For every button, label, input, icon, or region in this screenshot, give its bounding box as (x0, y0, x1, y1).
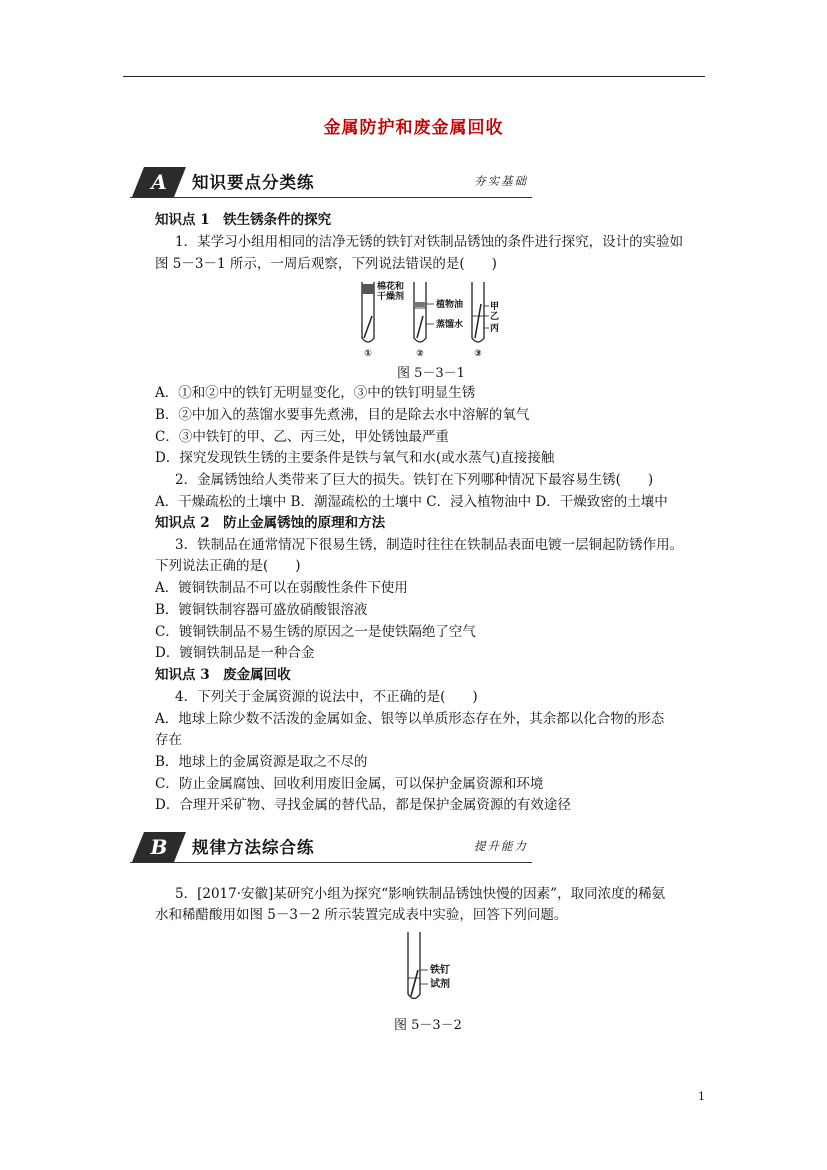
fig1-label-bing: 丙 (490, 324, 500, 334)
section-b-badge-icon (130, 829, 190, 863)
section-a-tag: 夯实基础 (474, 174, 528, 188)
figure-5-3-2 (398, 930, 468, 1005)
q5-stem-line1: 5．[2017·安徽]某研究小组为探究“影响铁制品锈蚀快慢的因素”，取同浓度的稀氨 (175, 886, 666, 902)
q2-options: A．干燥疏松的土壤中 B．潮湿疏松的土壤中 C．浸入植物油中 D．干燥致密的土壤中 (155, 494, 668, 510)
q4-stem: 4．下列关于金属资源的说法中，不正确的是( ) (175, 689, 478, 705)
q1-stem-line1: 1．某学习小组用相同的洁净无锈的铁钉对铁制品锈蚀的条件进行探究，设计的实验如 (175, 234, 684, 250)
q3-option-b: B．镀铜铁制容器可盛放硝酸银溶液 (155, 602, 368, 618)
svg-text:B: B (150, 835, 168, 859)
header-rule (123, 76, 705, 77)
q5-stem-line2: 水和稀醋酸用如图 5－3－2 所示装置完成表中实验，回答下列问题。 (155, 907, 568, 923)
page-number: 1 (698, 1090, 705, 1103)
section-a-title: 知识要点分类练 (192, 173, 315, 192)
section-a-rule (130, 197, 532, 198)
fig1-tube-2: ② (416, 349, 424, 359)
q4-option-d: D．合理开采矿物、寻找金属的替代品，都是保护金属资源的有效途径 (155, 797, 571, 813)
fig1-label-jia: 甲 (490, 302, 500, 312)
fig2-label-nail: 铁钉 (430, 965, 450, 976)
q3-option-d: D．镀铜铁制品是一种合金 (155, 645, 315, 661)
q3-stem-line1: 3．铁制品在通常情况下很易生锈，制造时往往在铁制品表面电镀一层铜起防锈作用。 (175, 537, 684, 553)
q2-stem: 2．金属锈蚀给人类带来了巨大的损失。铁钉在下列哪种情况下最容易生锈( ) (175, 472, 654, 488)
fig1-tube-1: ① (364, 349, 372, 359)
q3-option-c: C．镀铜铁制品不易生锈的原因之一是使铁隔绝了空气 (155, 624, 476, 640)
section-b-tag: 提升能力 (474, 839, 528, 853)
fig1-tube-3: ③ (474, 349, 482, 359)
fig2-label-reagent: 试剂 (430, 979, 450, 990)
q1-option-d: D．探究发现铁生锈的主要条件是铁与氧气和水(或水蒸气)直接接触 (155, 450, 555, 466)
fig1-label-oil: 植物油 (436, 300, 464, 310)
section-a-badge-icon (130, 164, 190, 198)
q1-option-b: B．②中加入的蒸馏水要事先煮沸，目的是除去水中溶解的氧气 (155, 407, 530, 423)
page-title: 金属防护和废金属回收 (323, 118, 504, 138)
knowledge-point-3: 知识点 3 废金属回收 (155, 667, 291, 683)
fig1-label-yi: 乙 (490, 312, 500, 322)
q1-stem-line2: 图 5－3－1 所示，一周后观察，下列说法错误的是( ) (155, 256, 497, 272)
q4-option-b: B．地球上的金属资源是取之不尽的 (155, 754, 368, 770)
fig1-label-desiccant: 干燥剂 (377, 292, 405, 302)
q4-option-c: C．防止金属腐蚀、回收利用废旧金属，可以保护金属资源和环境 (155, 776, 544, 792)
q3-option-a: A．镀铜铁制品不可以在弱酸性条件下使用 (155, 580, 408, 596)
knowledge-point-1: 知识点 1 铁生锈条件的探究 (155, 212, 332, 228)
q1-option-c: C．③中铁钉的甲、乙、丙三处，甲处锈蚀最严重 (155, 429, 449, 445)
knowledge-point-2: 知识点 2 防止金属锈蚀的原理和方法 (155, 515, 386, 531)
figure-5-3-1-caption: 图 5－3－1 (397, 366, 465, 381)
svg-text:A: A (151, 170, 167, 194)
section-a-banner (130, 164, 532, 198)
fig1-label-cotton: 棉花和 (377, 282, 405, 292)
section-b-rule (130, 862, 532, 863)
figure-5-3-2-caption: 图 5－3－2 (394, 1018, 462, 1033)
section-b-banner (130, 829, 532, 863)
figure-5-3-1 (350, 278, 500, 360)
q1-option-a: A．①和②中的铁钉无明显变化，③中的铁钉明显生锈 (155, 385, 476, 401)
q4-option-a-line2: 存在 (155, 732, 182, 748)
fig1-label-water: 蒸馏水 (436, 320, 464, 330)
section-b-title: 规律方法综合练 (192, 838, 315, 857)
q3-stem-line2: 下列说法正确的是( ) (155, 558, 301, 574)
q4-option-a-line1: A．地球上除少数不活泼的金属如金、银等以单质形态存在外，其余都以化合物的形态 (155, 711, 665, 727)
